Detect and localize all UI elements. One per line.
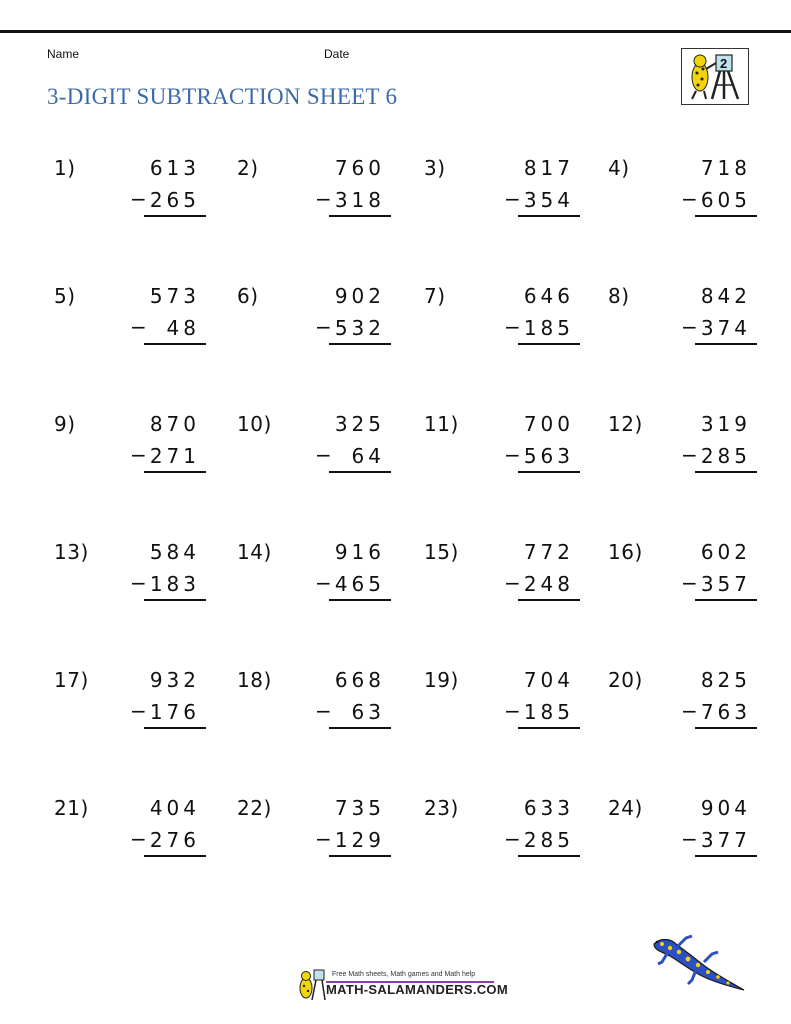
problem-label: 20) bbox=[608, 668, 643, 692]
problem-label: 22) bbox=[237, 796, 272, 820]
minus-sign: − bbox=[681, 443, 698, 467]
problem-label: 21) bbox=[54, 796, 89, 820]
salamander-illustration-icon bbox=[648, 934, 748, 994]
minuend: 584 bbox=[149, 540, 200, 564]
problem-label: 24) bbox=[608, 796, 643, 820]
problem-18 bbox=[237, 668, 395, 738]
problem-24 bbox=[608, 796, 761, 866]
name-label: Name bbox=[47, 47, 80, 61]
problem-20 bbox=[608, 668, 761, 738]
problem-label: 13) bbox=[54, 540, 89, 564]
answer-line bbox=[518, 215, 580, 217]
answer-line bbox=[144, 855, 206, 857]
minus-sign: − bbox=[681, 827, 698, 851]
minuend: 668 bbox=[334, 668, 385, 692]
footer-logo-icon bbox=[296, 966, 326, 1004]
answer-line bbox=[144, 215, 206, 217]
problem-label: 17) bbox=[54, 668, 89, 692]
subtrahend: 129 bbox=[334, 828, 385, 852]
subtrahend: 185 bbox=[523, 316, 574, 340]
problem-label: 15) bbox=[424, 540, 459, 564]
subtrahend: 183 bbox=[149, 572, 200, 596]
subtrahend: 357 bbox=[700, 572, 751, 596]
problem-label: 12) bbox=[608, 412, 643, 436]
subtrahend: 176 bbox=[149, 700, 200, 724]
minuend: 902 bbox=[334, 284, 385, 308]
problem-7 bbox=[424, 284, 584, 354]
subtrahend: 605 bbox=[700, 188, 751, 212]
problem-12 bbox=[608, 412, 761, 482]
answer-line bbox=[144, 599, 206, 601]
minuend: 870 bbox=[149, 412, 200, 436]
answer-line bbox=[144, 343, 206, 345]
subtrahend: 285 bbox=[523, 828, 574, 852]
problem-13 bbox=[54, 540, 210, 610]
answer-line bbox=[329, 471, 391, 473]
subtrahend: 185 bbox=[523, 700, 574, 724]
minuend: 319 bbox=[700, 412, 751, 436]
answer-line bbox=[518, 343, 580, 345]
problem-22 bbox=[237, 796, 395, 866]
subtrahend: 64 bbox=[351, 444, 385, 468]
problem-11 bbox=[424, 412, 584, 482]
minus-sign: − bbox=[315, 699, 332, 723]
subtrahend: 265 bbox=[149, 188, 200, 212]
minus-sign: − bbox=[130, 315, 147, 339]
problem-21 bbox=[54, 796, 210, 866]
answer-line bbox=[518, 471, 580, 473]
minuend: 613 bbox=[149, 156, 200, 180]
answer-line bbox=[695, 599, 757, 601]
page-title: 3-DIGIT SUBTRACTION SHEET 6 bbox=[47, 84, 398, 109]
minus-sign: − bbox=[130, 699, 147, 723]
minus-sign: − bbox=[681, 699, 698, 723]
minuend: 817 bbox=[523, 156, 574, 180]
problem-label: 11) bbox=[424, 412, 459, 436]
answer-line bbox=[695, 215, 757, 217]
minuend: 842 bbox=[700, 284, 751, 308]
minuend: 325 bbox=[334, 412, 385, 436]
minus-sign: − bbox=[504, 315, 521, 339]
footer-site[interactable]: MATH-SALAMANDERS.COM bbox=[326, 982, 508, 997]
logo-badge: 2 bbox=[720, 56, 728, 71]
answer-line bbox=[144, 727, 206, 729]
problem-label: 1) bbox=[54, 156, 76, 180]
subtrahend: 63 bbox=[351, 700, 385, 724]
answer-line bbox=[329, 343, 391, 345]
problem-label: 8) bbox=[608, 284, 630, 308]
minuend: 700 bbox=[523, 412, 574, 436]
problem-19 bbox=[424, 668, 584, 738]
minus-sign: − bbox=[130, 187, 147, 211]
answer-line bbox=[329, 599, 391, 601]
minus-sign: − bbox=[130, 571, 147, 595]
problem-label: 7) bbox=[424, 284, 446, 308]
minus-sign: − bbox=[504, 443, 521, 467]
minuend: 704 bbox=[523, 668, 574, 692]
subtrahend: 377 bbox=[700, 828, 751, 852]
problem-label: 10) bbox=[237, 412, 272, 436]
minuend: 760 bbox=[334, 156, 385, 180]
answer-line bbox=[329, 727, 391, 729]
problem-14 bbox=[237, 540, 395, 610]
problem-label: 23) bbox=[424, 796, 459, 820]
problem-label: 9) bbox=[54, 412, 76, 436]
minuend: 573 bbox=[149, 284, 200, 308]
minus-sign: − bbox=[681, 315, 698, 339]
minuend: 904 bbox=[700, 796, 751, 820]
problem-label: 4) bbox=[608, 156, 630, 180]
problem-label: 16) bbox=[608, 540, 643, 564]
answer-line bbox=[518, 727, 580, 729]
minus-sign: − bbox=[315, 187, 332, 211]
subtrahend: 354 bbox=[523, 188, 574, 212]
subtrahend: 465 bbox=[334, 572, 385, 596]
problem-label: 6) bbox=[237, 284, 259, 308]
subtrahend: 318 bbox=[334, 188, 385, 212]
answer-line bbox=[144, 471, 206, 473]
date-label: Date bbox=[324, 47, 350, 61]
minuend: 825 bbox=[700, 668, 751, 692]
answer-line bbox=[518, 599, 580, 601]
minuend: 718 bbox=[700, 156, 751, 180]
problem-5 bbox=[54, 284, 210, 354]
minuend: 916 bbox=[334, 540, 385, 564]
minus-sign: − bbox=[681, 187, 698, 211]
minuend: 602 bbox=[700, 540, 751, 564]
answer-line bbox=[329, 215, 391, 217]
subtrahend: 285 bbox=[700, 444, 751, 468]
minuend: 404 bbox=[149, 796, 200, 820]
minuend: 772 bbox=[523, 540, 574, 564]
minus-sign: − bbox=[504, 699, 521, 723]
answer-line bbox=[518, 855, 580, 857]
problem-10 bbox=[237, 412, 395, 482]
problem-6 bbox=[237, 284, 395, 354]
problem-23 bbox=[424, 796, 584, 866]
subtrahend: 276 bbox=[149, 828, 200, 852]
subtrahend: 48 bbox=[166, 316, 200, 340]
subtrahend: 248 bbox=[523, 572, 574, 596]
minus-sign: − bbox=[315, 827, 332, 851]
footer-tagline: Free Math sheets, Math games and Math help bbox=[332, 971, 476, 978]
problem-17 bbox=[54, 668, 210, 738]
minuend: 633 bbox=[523, 796, 574, 820]
problem-label: 18) bbox=[237, 668, 272, 692]
answer-line bbox=[695, 343, 757, 345]
footer-branding bbox=[296, 964, 506, 1004]
minuend: 735 bbox=[334, 796, 385, 820]
subtrahend: 532 bbox=[334, 316, 385, 340]
minus-sign: − bbox=[315, 443, 332, 467]
subtrahend: 271 bbox=[149, 444, 200, 468]
problem-1 bbox=[54, 156, 210, 226]
minus-sign: − bbox=[315, 571, 332, 595]
subtrahend: 563 bbox=[523, 444, 574, 468]
minus-sign: − bbox=[504, 827, 521, 851]
minus-sign: − bbox=[504, 187, 521, 211]
answer-line bbox=[695, 727, 757, 729]
minus-sign: − bbox=[315, 315, 332, 339]
problem-label: 14) bbox=[237, 540, 272, 564]
problem-8 bbox=[608, 284, 761, 354]
minus-sign: − bbox=[130, 827, 147, 851]
minuend: 646 bbox=[523, 284, 574, 308]
minus-sign: − bbox=[504, 571, 521, 595]
problem-label: 2) bbox=[237, 156, 259, 180]
problem-label: 5) bbox=[54, 284, 76, 308]
problem-3 bbox=[424, 156, 584, 226]
problem-label: 19) bbox=[424, 668, 459, 692]
answer-line bbox=[329, 855, 391, 857]
subtrahend: 763 bbox=[700, 700, 751, 724]
problem-9 bbox=[54, 412, 210, 482]
answer-line bbox=[695, 471, 757, 473]
problem-15 bbox=[424, 540, 584, 610]
minus-sign: − bbox=[130, 443, 147, 467]
minus-sign: − bbox=[681, 571, 698, 595]
problem-4 bbox=[608, 156, 761, 226]
answer-line bbox=[695, 855, 757, 857]
problem-2 bbox=[237, 156, 395, 226]
problem-label: 3) bbox=[424, 156, 446, 180]
problem-16 bbox=[608, 540, 761, 610]
minuend: 932 bbox=[149, 668, 200, 692]
subtrahend: 374 bbox=[700, 316, 751, 340]
